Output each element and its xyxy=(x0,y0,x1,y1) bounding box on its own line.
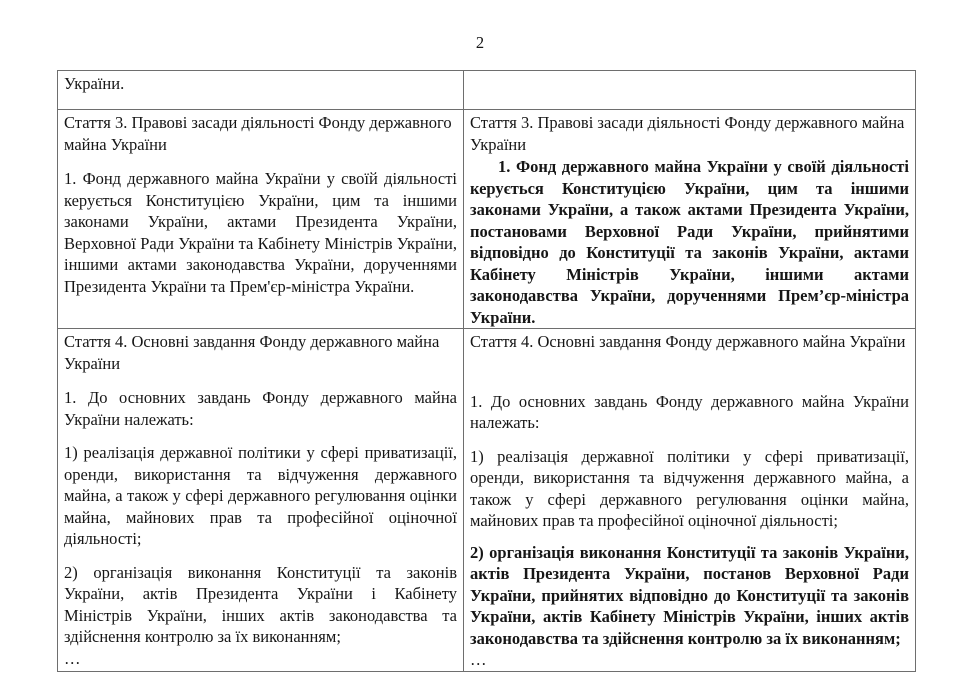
table-row xyxy=(58,329,916,672)
cell-continuation-old xyxy=(58,71,464,110)
article4-new-item1: 1) реалізація державної політики у сфері приватизації, оренди, використання та відчуження державного майна, а також у сфері державного регулювання оцінки майна, майнових прав та професійної оціночної діяльності; xyxy=(470,446,909,530)
comparison-table xyxy=(57,70,916,672)
article4-new-item2: 2) організація виконання Конституції та законів України, актів Президента України, постанов Верховної Ради України, прийнятих відповідно до Конституції та законів України, актів Кабінету Міністрів України, інших актів законодавства та здійснення контролю за їх виконанням; xyxy=(470,542,909,648)
article4-old-ellipsis: … xyxy=(64,648,81,668)
article4-old-item1: 1) реалізація державної політики у сфері приватизації, оренди, використання та відчуження державного майна, а також у сфері державного регулювання оцінки майна, майнових прав та професійної оціночної діяльності; xyxy=(64,443,457,548)
table-row xyxy=(58,110,916,329)
cell-article4-new xyxy=(464,329,916,672)
article3-old-paragraph: 1. Фонд державного майна України у своїй діяльності керується Конституцією України, цим та іншими законами України, актами Президента України, Верховної Ради України та Кабінету Міністрів України, іншими актами законодавства України, дорученнями Президента України та Прем'єр-міністра України. xyxy=(64,169,457,296)
article4-new-heading: Стаття 4. Основні завдання Фонду державного майна України xyxy=(470,332,906,351)
article4-new-intro: 1. До основних завдань Фонду державного майна України належать: xyxy=(470,391,909,432)
continuation-text: України. xyxy=(64,74,125,93)
article3-old-heading: Стаття 3. Правові засади діяльності Фонду державного майна України xyxy=(64,113,452,154)
page-number: 2 xyxy=(475,33,485,52)
table-row xyxy=(58,71,916,110)
cell-continuation-new xyxy=(464,71,916,110)
cell-article3-old xyxy=(58,110,464,329)
article4-old-intro: 1. До основних завдань Фонду державного майна України належать: xyxy=(64,388,457,429)
article3-new-heading: Стаття 3. Правові засади діяльності Фонду державного майна України xyxy=(470,113,905,154)
cell-article3-new xyxy=(464,110,916,329)
article4-old-item2: 2) організація виконання Конституції та законів України, актів Президента України і Кабінету Міністрів України, інших актів законодавства та здійснення контролю за їх виконанням; xyxy=(64,562,457,646)
article4-old-heading: Стаття 4. Основні завдання Фонду державного майна України xyxy=(64,332,440,373)
cell-article4-old xyxy=(58,329,464,672)
article4-new-ellipsis: … xyxy=(470,650,487,669)
article3-new-paragraph: 1. Фонд державного майна України у своїй діяльності керується Конституцією України, цим та іншими законами України, а також актами Президента України, постановами Верховної Ради України, прийнятими відповідно до Конституції та законів України, актами Кабінету Міністрів України, іншими актами законодавства України, дорученнями Прем’єр-міністра України. xyxy=(470,157,909,327)
